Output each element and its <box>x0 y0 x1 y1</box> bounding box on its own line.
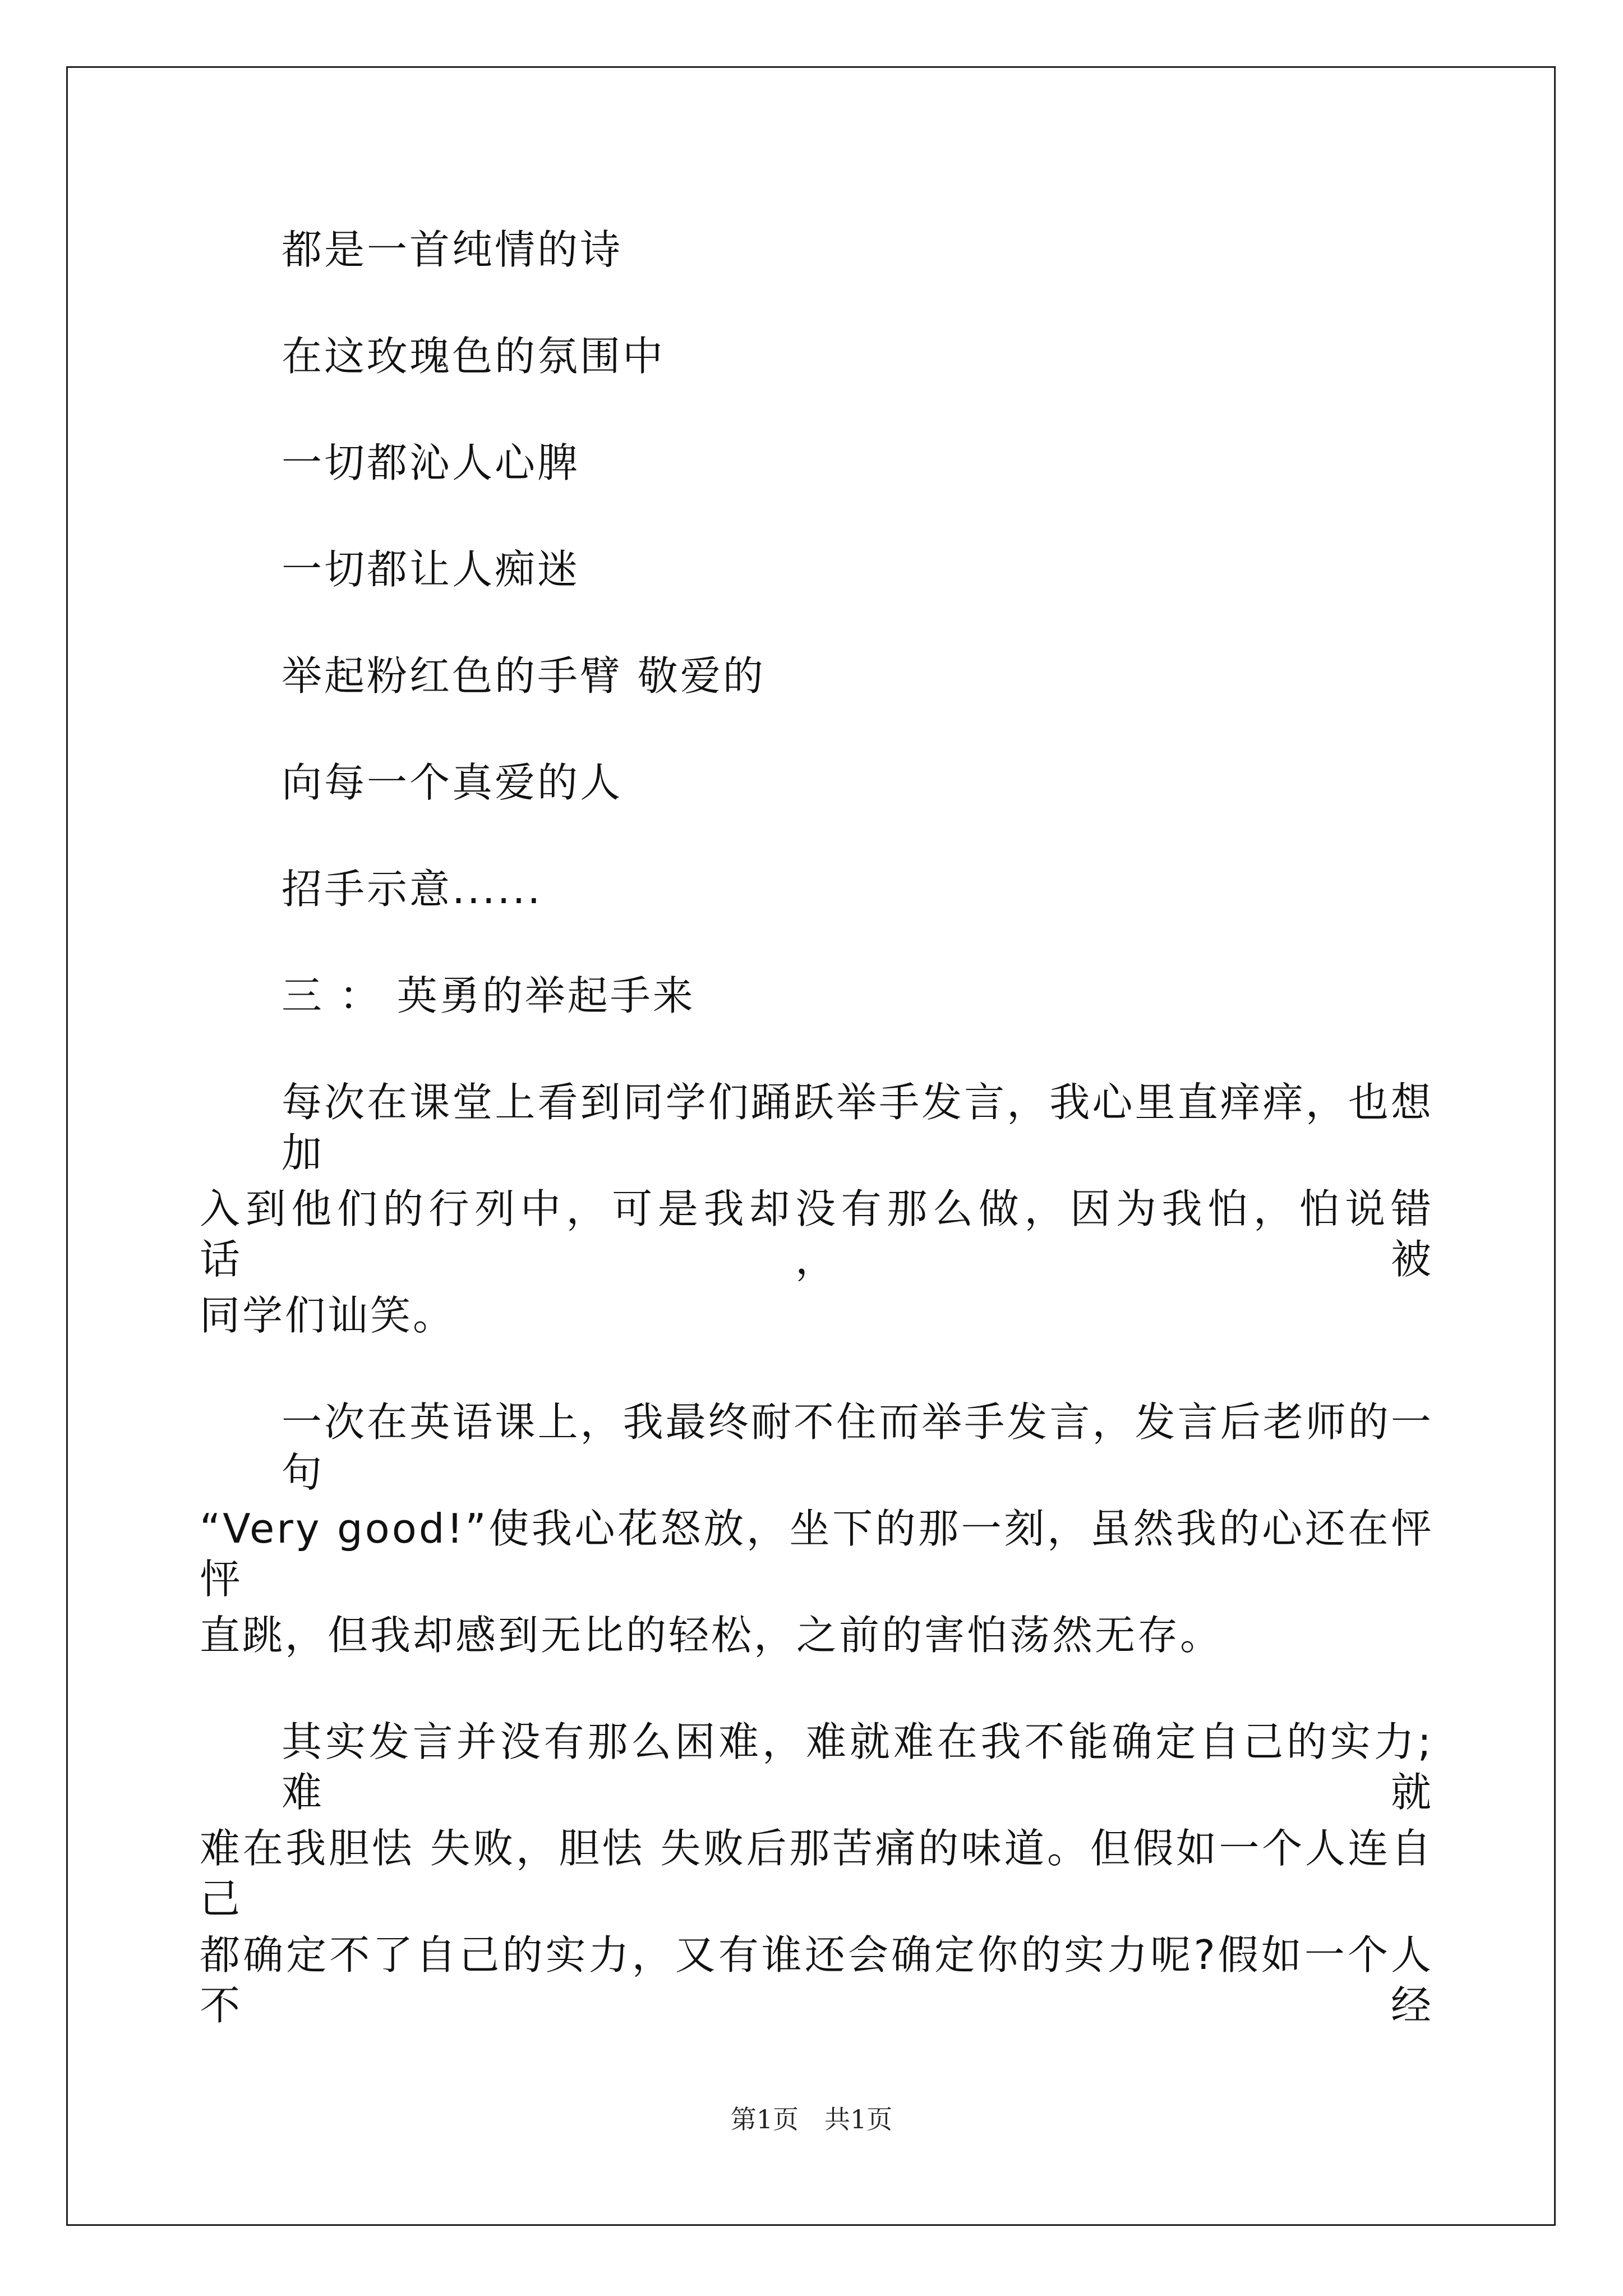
paragraph-line: 同学们讪笑。 <box>200 1292 456 1339</box>
paragraph-line: 难在我胆怯 失败，胆怯 失败后那苦痛的味道。但假如一个人连自己 <box>200 1825 1433 1922</box>
poem-line: 举起粉红色的手臂 敬爱的 <box>282 652 766 700</box>
paragraph-line: 直跳，但我却感到无比的轻松，之前的害怕荡然无存。 <box>200 1612 1223 1659</box>
paragraph-line: “Very good!”使我心花怒放，坐下的那一刻，虽然我的心还在怦怦 <box>200 1505 1433 1603</box>
paragraph-line: 一次在英语课上，我最终耐不住而举手发言，发言后老师的一句 <box>282 1398 1433 1496</box>
poem-line: 都是一首纯情的诗 <box>282 226 623 273</box>
poem-line: 一切都让人痴迷 <box>282 546 580 593</box>
poem-line: 向每一个真爱的人 <box>282 759 623 806</box>
paragraph-line: 其实发言并没有那么困难，难就难在我不能确定自己的实力;难就 <box>282 1718 1433 1816</box>
page-footer: 第1页 共1页 <box>730 2104 893 2134</box>
paragraph-line: 每次在课堂上看到同学们踊跃举手发言，我心里直痒痒，也想加 <box>282 1079 1433 1176</box>
poem-line: 在这玫瑰色的氛围中 <box>282 333 666 380</box>
poem-line: 招手示意...... <box>282 866 543 913</box>
paragraph-line: 都确定不了自己的实力，又有谁还会确定你的实力呢?假如一个人不经 <box>200 1931 1433 2029</box>
section-heading: 三 ： 英勇的举起手来 <box>282 972 695 1019</box>
poem-line: 一切都沁人心脾 <box>282 439 580 486</box>
paragraph-line: 入到他们的行列中，可是我却没有那么做，因为我怕，怕说错话，被 <box>200 1185 1433 1283</box>
